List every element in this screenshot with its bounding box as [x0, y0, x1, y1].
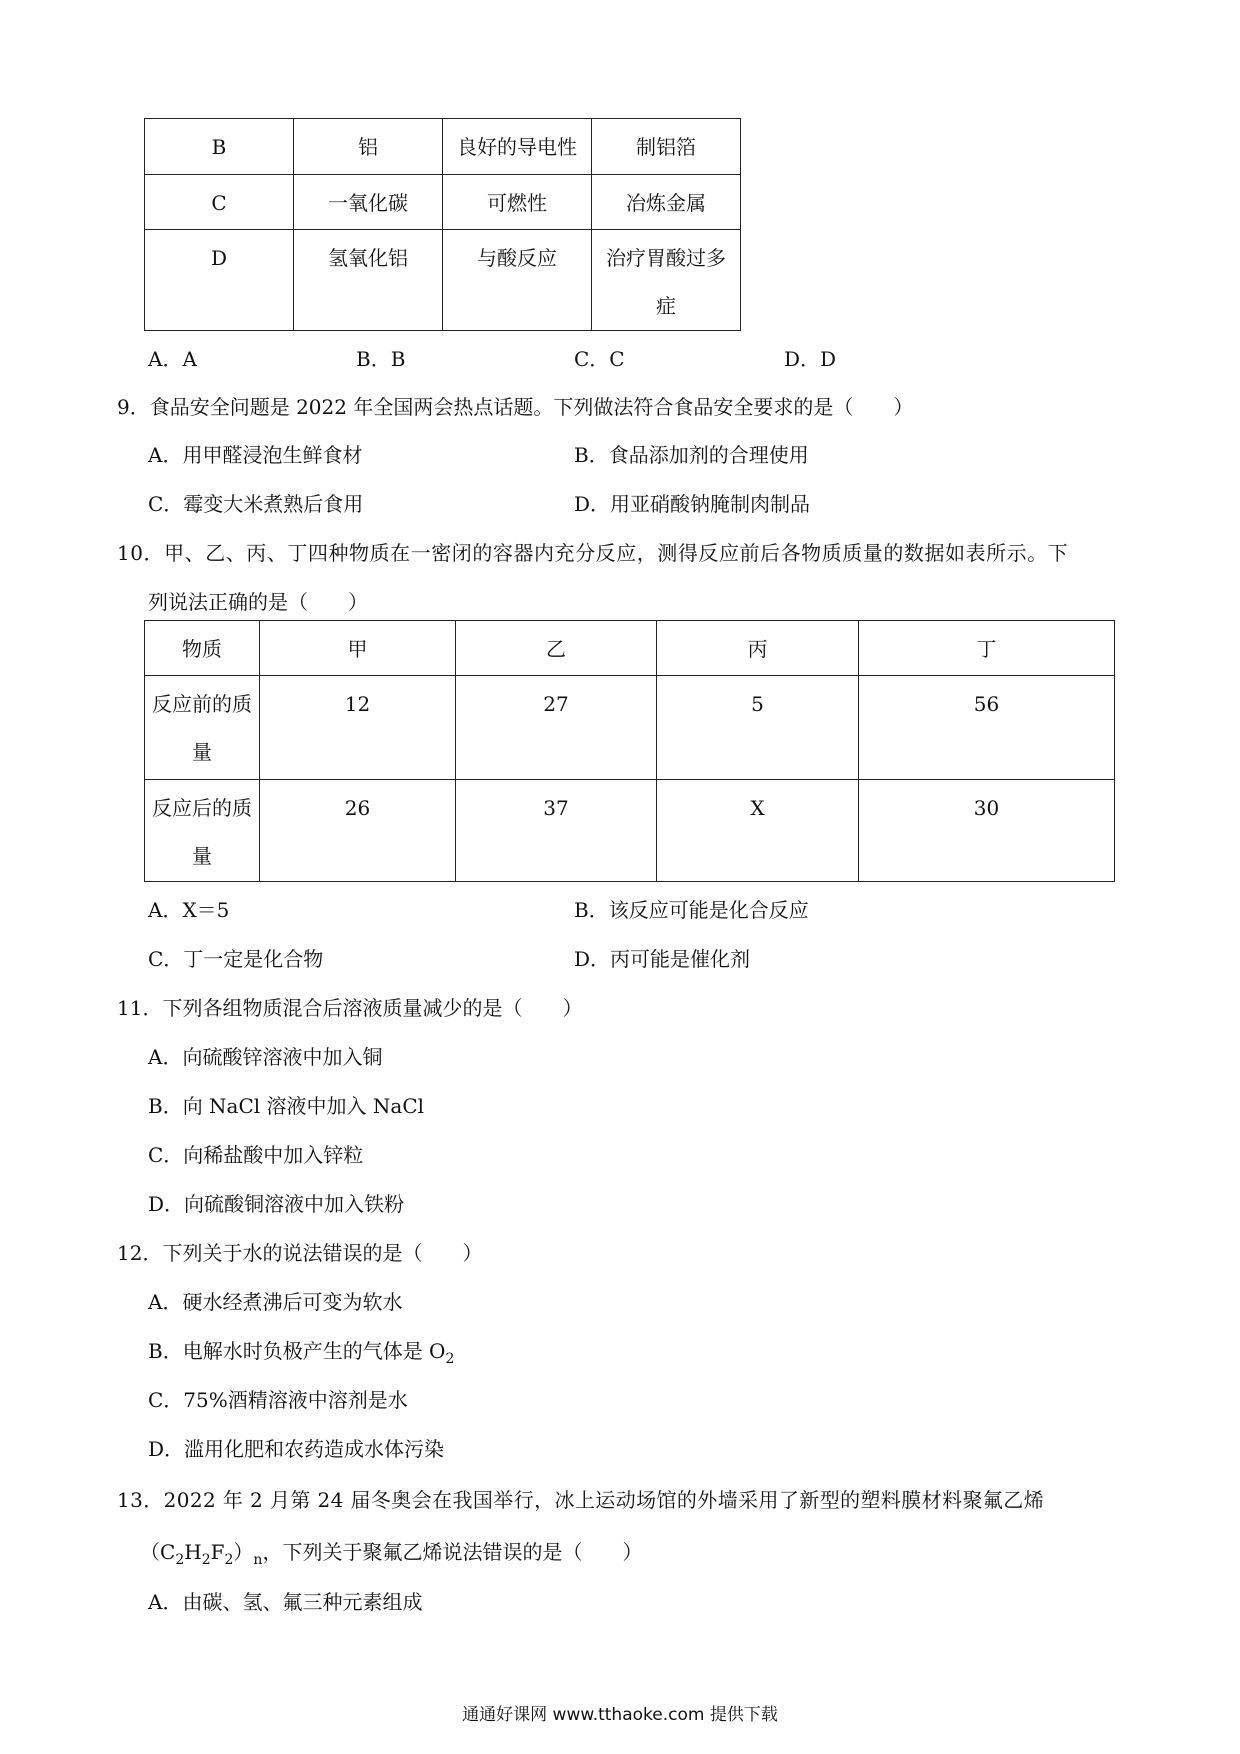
- table-cell: 30: [859, 780, 1115, 882]
- table-cell: 26: [260, 780, 456, 882]
- subscript: 2: [175, 1552, 185, 1568]
- table-header-cell: 乙: [456, 621, 657, 676]
- table-cell: 一氧化碳: [294, 175, 443, 230]
- q10-option-b: B．该反应可能是化合反应: [574, 898, 809, 922]
- option-d: D．D: [784, 347, 837, 371]
- question-10-stem-line1: 10．甲、乙、丙、丁四种物质在一密闭的容器内充分反应，测得反应前后各物质质量的数据如表所示。下: [117, 541, 1069, 565]
- question-13-stem-line1: 13．2022 年 2 月第 24 届冬奥会在我国举行，冰上运动场馆的外墙采用了新型的塑料膜材料聚氟乙烯: [117, 1488, 1045, 1512]
- table-cell: X: [657, 780, 859, 882]
- table-cell: 氢氧化铝: [294, 230, 443, 331]
- question-12-stem: 12．下列关于水的说法错误的是（ ）: [117, 1241, 483, 1265]
- table-cell: C: [145, 175, 294, 230]
- formula-h: H: [184, 1540, 202, 1564]
- q11-option-d: D．向硫酸铜溶液中加入铁粉: [148, 1192, 405, 1216]
- table-header-cell: 物质: [145, 621, 260, 676]
- table-row: [145, 119, 741, 175]
- table-cell: 铝: [294, 119, 443, 175]
- q9-option-b: B．食品添加剂的合理使用: [574, 443, 809, 467]
- table-cell: 37: [456, 780, 657, 882]
- q9-option-d: D．用亚硝酸钠腌制肉制品: [574, 492, 811, 516]
- table-cell: 冶炼金属: [592, 175, 741, 230]
- table-row: [145, 676, 1115, 780]
- subscript: 2: [445, 1351, 455, 1367]
- table-cell: 制铝箔: [592, 119, 741, 175]
- table-cell: 治疗胃酸过多症: [592, 230, 741, 331]
- table-cell: 56: [859, 676, 1115, 780]
- q12-option-a: A．硬水经煮沸后可变为软水: [148, 1290, 403, 1314]
- table-cell: 良好的导电性: [443, 119, 592, 175]
- option-c: C．C: [574, 347, 625, 371]
- question-11-stem: 11．下列各组物质混合后溶液质量减少的是（ ）: [117, 996, 583, 1020]
- table-row: [145, 230, 741, 331]
- option-a: A．A: [148, 347, 197, 371]
- q10-table: [144, 620, 1115, 882]
- q9-option-a: A．用甲醛浸泡生鲜食材: [148, 443, 363, 467]
- formula-f: F: [210, 1540, 225, 1564]
- subscript-n: n: [253, 1552, 263, 1568]
- option-b: B．B: [356, 347, 406, 371]
- subscript: 2: [201, 1552, 211, 1568]
- formula-close: ）: [233, 1540, 254, 1564]
- question-9-stem: 9．食品安全问题是 2022 年全国两会热点话题。下列做法符合食品安全要求的是（ ）: [117, 395, 914, 419]
- table-row: [145, 175, 741, 230]
- q12-option-d: D．滥用化肥和农药造成水体污染: [148, 1437, 445, 1461]
- q10-option-d: D．丙可能是催化剂: [574, 947, 751, 971]
- table-cell: 反应前的质量: [145, 676, 260, 780]
- table-header-cell: 丙: [657, 621, 859, 676]
- q11-option-a: A．向硫酸锌溶液中加入铜: [148, 1045, 383, 1069]
- table-cell: 可燃性: [443, 175, 592, 230]
- question-13-stem-line2: [140, 1536, 642, 1568]
- table-header-cell: 甲: [260, 621, 456, 676]
- q11-option-c: C．向稀盐酸中加入锌粒: [148, 1143, 364, 1167]
- q12-option-c: C．75%酒精溶液中溶剂是水: [148, 1388, 408, 1412]
- table-cell: B: [145, 119, 294, 175]
- table-cell: D: [145, 230, 294, 331]
- table-header-cell: 丁: [859, 621, 1115, 676]
- q12-option-b-text: B．电解水时负极产生的气体是 O: [148, 1339, 446, 1363]
- q12-option-b: [148, 1335, 454, 1367]
- subscript: 2: [224, 1552, 234, 1568]
- q11-option-b: B．向 NaCl 溶液中加入 NaCl: [148, 1094, 425, 1118]
- q13-option-a: A．由碳、氢、氟三种元素组成: [148, 1590, 423, 1614]
- q10-option-c: C．丁一定是化合物: [148, 947, 324, 971]
- table-cell: 5: [657, 676, 859, 780]
- table-cell: 12: [260, 676, 456, 780]
- table-cell: 反应后的质量: [145, 780, 260, 882]
- q10-option-a: A．X＝5: [148, 898, 230, 922]
- table-cell: 27: [456, 676, 657, 780]
- formula-open: （C: [140, 1540, 176, 1564]
- table-row: [145, 780, 1115, 882]
- q9-option-c: C．霉变大米煮熟后食用: [148, 492, 364, 516]
- page-footer: 通通好课网 www.tthaoke.com 提供下载: [462, 1705, 778, 1725]
- table-cell: 与酸反应: [443, 230, 592, 331]
- question-10-stem-line2: 列说法正确的是（ ）: [148, 590, 368, 614]
- q8-table: [144, 118, 741, 331]
- stem-rest: ，下列关于聚氟乙烯说法错误的是（ ）: [262, 1540, 643, 1564]
- table-header-row: [145, 621, 1115, 676]
